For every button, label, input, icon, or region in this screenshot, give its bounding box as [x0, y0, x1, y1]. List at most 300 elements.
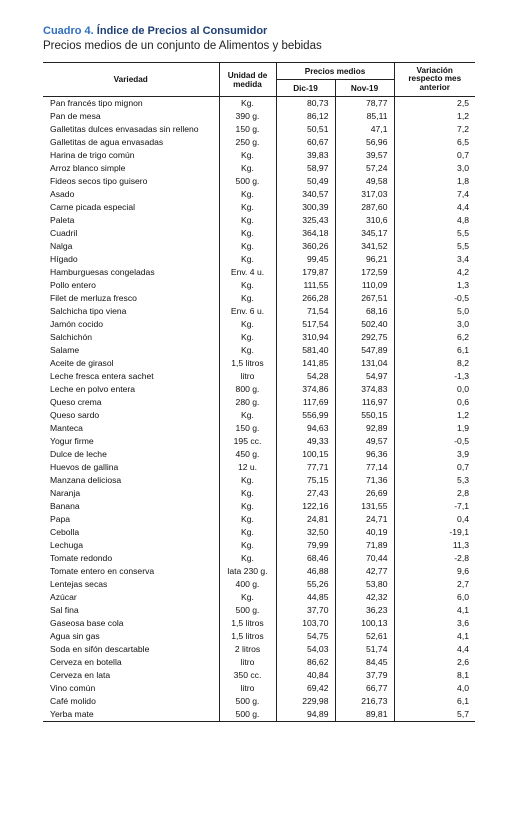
cell-variedad: Manzana deliciosa [43, 474, 219, 487]
cell-variedad: Harina de trigo común [43, 149, 219, 162]
table-row [43, 708, 475, 722]
cell-variacion: 7,2 [457, 124, 469, 134]
header-unidad-line2: medida [233, 79, 262, 89]
cell-variedad: Papa [43, 513, 219, 526]
cell-unidad: 195 cc. [219, 435, 276, 448]
cell-variacion: 5,5 [457, 228, 469, 238]
cell-unidad: Kg. [219, 331, 276, 344]
cell-nov: 78,77 [335, 97, 394, 111]
cell-variacion: 3,0 [457, 163, 469, 173]
cell-variacion: 2,7 [457, 579, 469, 589]
cell-variacion: 1,2 [457, 111, 469, 121]
cell-dic: 37,70 [276, 604, 335, 617]
cell-dic: 39,83 [276, 149, 335, 162]
table-body [43, 97, 475, 722]
table-row [43, 136, 475, 149]
cell-dic: 310,94 [276, 331, 335, 344]
cell-variacion: 3,4 [457, 254, 469, 264]
cell-variedad: Huevos de gallina [43, 461, 219, 474]
cell-variedad: Café molido [43, 695, 219, 708]
table-row [43, 253, 475, 266]
cell-variedad: Gaseosa base cola [43, 617, 219, 630]
cell-variedad: Agua sin gas [43, 630, 219, 643]
table-row [43, 565, 475, 578]
cell-variedad: Cebolla [43, 526, 219, 539]
cell-nov: 40,19 [335, 526, 394, 539]
cell-nov: 547,89 [335, 344, 394, 357]
cell-dic: 117,69 [276, 396, 335, 409]
cell-dic: 266,28 [276, 292, 335, 305]
table-row [43, 617, 475, 630]
cell-variacion: 4,1 [457, 605, 469, 615]
cell-unidad: 2 litros [219, 643, 276, 656]
cell-dic: 27,43 [276, 487, 335, 500]
cell-variedad: Sal fina [43, 604, 219, 617]
cell-dic: 556,99 [276, 409, 335, 422]
cell-unidad: Kg. [219, 97, 276, 111]
cell-dic: 517,54 [276, 318, 335, 331]
header-variedad: Variedad [43, 63, 219, 97]
cell-dic: 325,43 [276, 214, 335, 227]
cell-unidad: 390 g. [219, 110, 276, 123]
cell-variedad: Tomate entero en conserva [43, 565, 219, 578]
cell-dic: 55,26 [276, 578, 335, 591]
cell-nov: 49,57 [335, 435, 394, 448]
cell-variedad: Aceite de girasol [43, 357, 219, 370]
cell-unidad: 12 u. [219, 461, 276, 474]
table-row [43, 474, 475, 487]
cell-nov: 71,89 [335, 539, 394, 552]
cell-nov: 37,79 [335, 669, 394, 682]
table-row [43, 188, 475, 201]
cell-dic: 32,50 [276, 526, 335, 539]
table-row [43, 604, 475, 617]
cell-unidad: 250 g. [219, 136, 276, 149]
cell-dic: 340,57 [276, 188, 335, 201]
cell-variedad: Hamburguesas congeladas [43, 266, 219, 279]
cell-dic: 179,87 [276, 266, 335, 279]
cell-nov: 267,51 [335, 292, 394, 305]
cell-nov: 292,75 [335, 331, 394, 344]
cell-nov: 51,74 [335, 643, 394, 656]
cell-variedad: Vino común [43, 682, 219, 695]
cell-unidad: Env. 6 u. [219, 305, 276, 318]
table-row [43, 539, 475, 552]
cell-variedad: Cuadril [43, 227, 219, 240]
cell-variacion: 2,8 [457, 488, 469, 498]
cell-nov: 374,83 [335, 383, 394, 396]
cell-unidad: 280 g. [219, 396, 276, 409]
header-dic: Dic-19 [276, 80, 335, 97]
cell-variacion: 6,5 [457, 137, 469, 147]
cell-nov: 550,15 [335, 409, 394, 422]
table-row [43, 227, 475, 240]
cell-variacion: 6,0 [457, 592, 469, 602]
cell-variacion: 6,1 [457, 345, 469, 355]
cell-variacion: -1,3 [454, 371, 469, 381]
cell-dic: 58,97 [276, 162, 335, 175]
cell-variedad: Nalga [43, 240, 219, 253]
cell-variacion: 4,8 [457, 215, 469, 225]
cell-variacion: 4,0 [457, 683, 469, 693]
table-row [43, 175, 475, 188]
cell-nov: 53,80 [335, 578, 394, 591]
table-row [43, 357, 475, 370]
cell-nov: 24,71 [335, 513, 394, 526]
table-row [43, 344, 475, 357]
cell-unidad: Kg. [219, 279, 276, 292]
cell-variacion: 2,6 [457, 657, 469, 667]
table-row [43, 318, 475, 331]
cell-variedad: Lechuga [43, 539, 219, 552]
cell-variedad: Jamón cocido [43, 318, 219, 331]
cell-unidad: Kg. [219, 500, 276, 513]
cell-variedad: Pan de mesa [43, 110, 219, 123]
cell-variedad: Lentejas secas [43, 578, 219, 591]
table-row [43, 331, 475, 344]
cell-unidad: Kg. [219, 292, 276, 305]
cell-dic: 581,40 [276, 344, 335, 357]
cell-unidad: Kg. [219, 539, 276, 552]
cell-nov: 96,36 [335, 448, 394, 461]
cell-variacion: 5,5 [457, 241, 469, 251]
cell-variacion: 3,6 [457, 618, 469, 628]
cell-unidad: Kg. [219, 513, 276, 526]
header-unidad [219, 63, 276, 97]
cell-variacion: 4,4 [457, 202, 469, 212]
cell-variacion: 11,3 [452, 540, 469, 550]
cell-unidad: Kg. [219, 591, 276, 604]
cell-nov: 96,21 [335, 253, 394, 266]
cell-variacion: 6,1 [457, 696, 469, 706]
cell-unidad: Kg. [219, 552, 276, 565]
cell-variedad: Salchicha tipo viena [43, 305, 219, 318]
cell-dic: 86,12 [276, 110, 335, 123]
table-row [43, 487, 475, 500]
price-table [43, 62, 475, 722]
cell-nov: 317,03 [335, 188, 394, 201]
header-unidad-line1: Unidad de [227, 70, 268, 80]
table-number: Cuadro 4. [43, 25, 94, 37]
cell-nov: 84,45 [335, 656, 394, 669]
cell-nov: 71,36 [335, 474, 394, 487]
cell-nov: 49,58 [335, 175, 394, 188]
table-row [43, 240, 475, 253]
cell-dic: 300,39 [276, 201, 335, 214]
cell-variacion: 4,4 [457, 644, 469, 654]
cell-variacion: 1,9 [457, 423, 469, 433]
table-row [43, 552, 475, 565]
cell-variedad: Queso sardo [43, 409, 219, 422]
cell-dic: 364,18 [276, 227, 335, 240]
cell-variacion: 5,3 [457, 475, 469, 485]
header-variacion-line1: Variación [416, 65, 453, 75]
cell-variacion: -7,1 [454, 501, 469, 511]
cell-unidad: Kg. [219, 240, 276, 253]
table-title-text: Índice de Precios al Consumidor [96, 25, 268, 37]
table-row [43, 669, 475, 682]
table-row [43, 383, 475, 396]
cell-nov: 66,77 [335, 682, 394, 695]
cell-dic: 24,81 [276, 513, 335, 526]
cell-variacion: -19,1 [449, 527, 469, 537]
cell-unidad: 1,5 litros [219, 357, 276, 370]
cell-nov: 92,89 [335, 422, 394, 435]
cell-variacion: 0,4 [457, 514, 469, 524]
cell-variedad: Queso crema [43, 396, 219, 409]
cell-variacion: 5,0 [457, 306, 469, 316]
cell-unidad: 1,5 litros [219, 617, 276, 630]
table-row [43, 370, 475, 383]
cell-dic: 50,51 [276, 123, 335, 136]
cell-dic: 54,28 [276, 370, 335, 383]
cell-unidad: 500 g. [219, 695, 276, 708]
cell-dic: 86,62 [276, 656, 335, 669]
cell-nov: 52,61 [335, 630, 394, 643]
cell-dic: 122,16 [276, 500, 335, 513]
cell-nov: 26,69 [335, 487, 394, 500]
cell-dic: 374,86 [276, 383, 335, 396]
cell-variedad: Manteca [43, 422, 219, 435]
cell-nov: 56,96 [335, 136, 394, 149]
cell-unidad: 350 cc. [219, 669, 276, 682]
cell-variedad: Paleta [43, 214, 219, 227]
cell-variacion: 1,3 [457, 280, 469, 290]
cell-nov: 100,13 [335, 617, 394, 630]
cell-unidad: Kg. [219, 227, 276, 240]
cell-variedad: Soda en sifón descartable [43, 643, 219, 656]
cell-unidad: lata 230 g. [219, 565, 276, 578]
cell-unidad: litro [219, 370, 276, 383]
table-row [43, 162, 475, 175]
cell-dic: 71,54 [276, 305, 335, 318]
cell-variacion: 8,2 [457, 358, 469, 368]
cell-variacion: 8,1 [457, 670, 469, 680]
cell-variedad: Yogur firme [43, 435, 219, 448]
cell-unidad: Kg. [219, 253, 276, 266]
table-row [43, 110, 475, 123]
header-variacion-line3: anterior [419, 82, 450, 92]
cell-variedad: Azúcar [43, 591, 219, 604]
cell-nov: 42,77 [335, 565, 394, 578]
table-row [43, 435, 475, 448]
cell-variedad: Naranja [43, 487, 219, 500]
cell-dic: 229,98 [276, 695, 335, 708]
cell-dic: 69,42 [276, 682, 335, 695]
cell-variedad: Hígado [43, 253, 219, 266]
cell-nov: 57,24 [335, 162, 394, 175]
cell-dic: 54,75 [276, 630, 335, 643]
cell-dic: 77,71 [276, 461, 335, 474]
cell-dic: 94,63 [276, 422, 335, 435]
cell-unidad: Kg. [219, 318, 276, 331]
header-precios: Precios medios [276, 63, 394, 80]
cell-nov: 131,55 [335, 500, 394, 513]
cell-unidad: 500 g. [219, 708, 276, 722]
cell-dic: 94,89 [276, 708, 335, 722]
header-nov: Nov-19 [335, 80, 394, 97]
cell-unidad: Kg. [219, 409, 276, 422]
cell-variedad: Galletitas de agua envasadas [43, 136, 219, 149]
table-row [43, 214, 475, 227]
cell-variedad: Yerba mate [43, 708, 219, 722]
cell-nov: 116,97 [335, 396, 394, 409]
cell-unidad: litro [219, 656, 276, 669]
cell-unidad: litro [219, 682, 276, 695]
cell-variedad: Cerveza en lata [43, 669, 219, 682]
table-row [43, 500, 475, 513]
cell-variedad: Salame [43, 344, 219, 357]
cell-variacion: 0,6 [457, 397, 469, 407]
cell-nov: 310,6 [335, 214, 394, 227]
cell-nov: 341,52 [335, 240, 394, 253]
table-row [43, 422, 475, 435]
cell-nov: 39,57 [335, 149, 394, 162]
cell-variedad: Leche en polvo entera [43, 383, 219, 396]
table-row [43, 305, 475, 318]
cell-variacion: 4,2 [457, 267, 469, 277]
cell-nov: 502,40 [335, 318, 394, 331]
cell-nov: 77,14 [335, 461, 394, 474]
table-row [43, 266, 475, 279]
cell-variacion: -0,5 [454, 293, 469, 303]
table-row [43, 123, 475, 136]
cell-variacion: 6,2 [457, 332, 469, 342]
cell-variedad: Cerveza en botella [43, 656, 219, 669]
cell-unidad: Env. 4 u. [219, 266, 276, 279]
cell-dic: 46,88 [276, 565, 335, 578]
cell-variacion: 1,8 [457, 176, 469, 186]
cell-unidad: Kg. [219, 162, 276, 175]
cell-variacion: 0,0 [457, 384, 469, 394]
cell-variedad: Pan francés tipo mignon [43, 97, 219, 111]
table-row [43, 149, 475, 162]
cell-variedad: Leche fresca entera sachet [43, 370, 219, 383]
cell-nov: 172,59 [335, 266, 394, 279]
cell-variedad: Salchichón [43, 331, 219, 344]
cell-nov: 36,23 [335, 604, 394, 617]
cell-unidad: Kg. [219, 149, 276, 162]
cell-variacion: 4,1 [457, 631, 469, 641]
table-subtitle: Precios medios de un conjunto de Alimentos y bebidas [43, 40, 322, 52]
cell-nov: 85,11 [335, 110, 394, 123]
cell-nov: 42,32 [335, 591, 394, 604]
cell-dic: 50,49 [276, 175, 335, 188]
cell-unidad: 400 g. [219, 578, 276, 591]
cell-dic: 54,03 [276, 643, 335, 656]
cell-variedad: Asado [43, 188, 219, 201]
table-row [43, 591, 475, 604]
cell-unidad: 1,5 litros [219, 630, 276, 643]
cell-unidad: Kg. [219, 487, 276, 500]
cell-dic: 40,84 [276, 669, 335, 682]
cell-unidad: Kg. [219, 201, 276, 214]
cell-dic: 60,67 [276, 136, 335, 149]
cell-variedad: Fideos secos tipo guisero [43, 175, 219, 188]
cell-variacion: 7,4 [457, 189, 469, 199]
table-row [43, 695, 475, 708]
cell-nov: 68,16 [335, 305, 394, 318]
cell-variacion: 0,7 [457, 150, 469, 160]
table-row [43, 578, 475, 591]
cell-dic: 75,15 [276, 474, 335, 487]
table-row [43, 279, 475, 292]
cell-nov: 70,44 [335, 552, 394, 565]
table-row [43, 643, 475, 656]
cell-nov: 47,1 [335, 123, 394, 136]
table-row [43, 292, 475, 305]
table-row [43, 409, 475, 422]
cell-variedad: Carne picada especial [43, 201, 219, 214]
cell-variacion: 9,6 [457, 566, 469, 576]
table-row [43, 656, 475, 669]
table-row [43, 682, 475, 695]
cell-nov: 54,97 [335, 370, 394, 383]
cell-variedad: Arroz blanco simple [43, 162, 219, 175]
cell-variedad: Filet de merluza fresco [43, 292, 219, 305]
table-row [43, 97, 475, 111]
cell-variedad: Banana [43, 500, 219, 513]
cell-variacion: 1,2 [457, 410, 469, 420]
cell-nov: 110,09 [335, 279, 394, 292]
cell-variedad: Pollo entero [43, 279, 219, 292]
cell-dic: 360,26 [276, 240, 335, 253]
cell-unidad: 500 g. [219, 175, 276, 188]
cell-dic: 103,70 [276, 617, 335, 630]
table-row [43, 526, 475, 539]
table-row [43, 513, 475, 526]
cell-variacion: 3,9 [457, 449, 469, 459]
cell-dic: 100,15 [276, 448, 335, 461]
cell-dic: 68,46 [276, 552, 335, 565]
table-row [43, 630, 475, 643]
cell-unidad: 150 g. [219, 422, 276, 435]
cell-variacion: 5,7 [394, 708, 475, 722]
cell-nov: 89,81 [335, 708, 394, 722]
cell-unidad: 150 g. [219, 123, 276, 136]
cell-variacion: 3,0 [457, 319, 469, 329]
cell-nov: 345,17 [335, 227, 394, 240]
cell-unidad: Kg. [219, 188, 276, 201]
cell-unidad: Kg. [219, 214, 276, 227]
table-row [43, 461, 475, 474]
cell-dic: 111,55 [276, 279, 335, 292]
header-variacion-line2: respecto mes [408, 74, 462, 84]
cell-dic: 80,73 [276, 97, 335, 111]
cell-variacion: 0,7 [457, 462, 469, 472]
cell-unidad: Kg. [219, 526, 276, 539]
cell-variedad: Dulce de leche [43, 448, 219, 461]
cell-dic: 79,99 [276, 539, 335, 552]
cell-unidad: 450 g. [219, 448, 276, 461]
cell-unidad: 800 g. [219, 383, 276, 396]
table-row [43, 448, 475, 461]
cell-nov: 131,04 [335, 357, 394, 370]
cell-nov: 287,60 [335, 201, 394, 214]
cell-variacion: 2,5 [457, 98, 469, 108]
cell-variacion: -2,8 [454, 553, 469, 563]
cell-unidad: Kg. [219, 474, 276, 487]
table-title [43, 25, 267, 37]
cell-variedad: Galletitas dulces envasadas sin relleno [43, 123, 219, 136]
cell-dic: 99,45 [276, 253, 335, 266]
table-header [43, 63, 475, 97]
cell-nov: 216,73 [335, 695, 394, 708]
cell-dic: 49,33 [276, 435, 335, 448]
cell-variedad: Tomate redondo [43, 552, 219, 565]
table-row [43, 396, 475, 409]
cell-unidad: Kg. [219, 344, 276, 357]
